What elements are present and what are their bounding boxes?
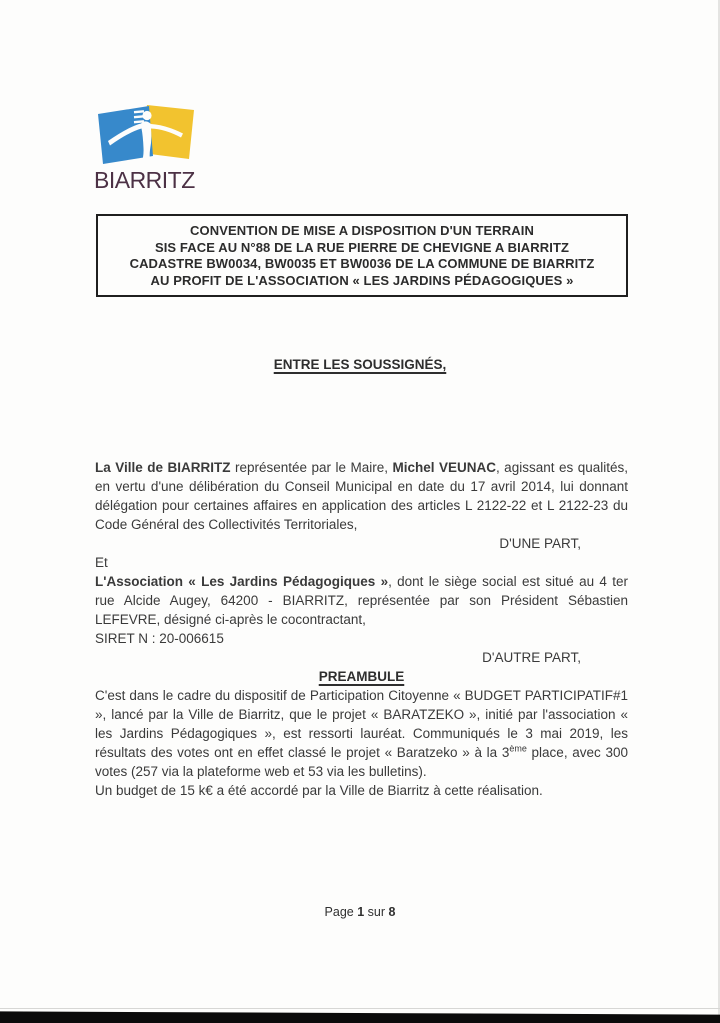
page-number: 1 (357, 905, 365, 919)
biarritz-wordmark: BIARRITZ (94, 167, 195, 193)
title-box (96, 214, 628, 297)
mayor-name: Michel VEUNAC (392, 460, 496, 475)
et-label: Et (95, 555, 108, 570)
preambule-heading (95, 667, 628, 686)
title-line-4: AU PROFIT DE L'ASSOCIATION « LES JARDINS PÉDAGOGIQUES » (150, 272, 574, 288)
page-total: 8 (388, 905, 396, 919)
parties-heading (0, 357, 720, 372)
dautre-part-label: D'AUTRE PART, (482, 650, 581, 665)
ordinal-superscript: ème (509, 743, 527, 754)
preambule-heading-text: PREAMBULE (318, 669, 405, 684)
biarritz-logo-icon (94, 100, 198, 166)
biarritz-logo (94, 100, 198, 194)
dune-part-label: D'UNE PART, (499, 536, 581, 551)
siret-number: SIRET N : 20-006615 (95, 631, 224, 646)
preamble-text-start: C'est dans le cadre du dispositif de Participation Citoyenne « BUDGET PARTICIPATIF#1 », lancé par la Ville de Biarritz, que le projet « BARATZEKO », initié par l'association « les Jardins Pédagogiques », est ressorti lauréat. Communiqués le 3 mai 2019, les résultats des votes ont en effet classé le projet « Baratzeko » à la 3 (95, 688, 628, 760)
association-name: L'Association « Les Jardins Pédagogiques » (95, 574, 389, 589)
title-line-3: CADASTRE BW0034, BW0035 ET BW0036 DE LA COMMUNE DE BIARRITZ (129, 256, 595, 271)
party1-mid-text: représentée par le Maire, (230, 460, 393, 475)
document-body (95, 458, 628, 800)
party2-rest-text: , dont le siège social est situé au 4 ter rue Alcide Augey, 64200 - BIARRITZ, représentée par son Président Sébastien LEFEVRE, désigné ci-après le cocontractant, (95, 574, 628, 627)
party1-paragraph (95, 458, 628, 534)
city-name: La Ville de BIARRITZ (95, 460, 231, 475)
preamble-text-end: place, avec 300 votes (257 via la plateforme web et 53 via les bulletins). (95, 745, 628, 779)
parties-heading-text: ENTRE LES SOUSSIGNÉS, (273, 357, 447, 372)
party1-rest-text: , agissant es qualités, en vertu d'une délibération du Conseil Municipal en date du 17 avril 2014, lui donnant délégation pour certaines affaires en application des articles L 2122-22 et L 2122-23 du Code Général des Collectivités Territoriales, (95, 460, 628, 532)
title-line-2: SIS FACE AU N°88 DE LA RUE PIERRE DE CHEVIGNE A BIARRITZ (154, 239, 570, 255)
party2-paragraph (95, 572, 628, 629)
budget-line: Un budget de 15 k€ a été accordé par la Ville de Biarritz à cette réalisation. (95, 783, 543, 798)
footer-page-word: Page (324, 905, 358, 919)
title-line-1: CONVENTION DE MISE A DISPOSITION D'UN TERRAIN (190, 223, 534, 238)
scan-bottom-edge (0, 1011, 720, 1023)
footer-sur-word: sur (364, 905, 389, 919)
preamble-paragraph (95, 686, 628, 781)
page-footer (0, 905, 720, 919)
scan-hairline-artifact (0, 1008, 720, 1009)
